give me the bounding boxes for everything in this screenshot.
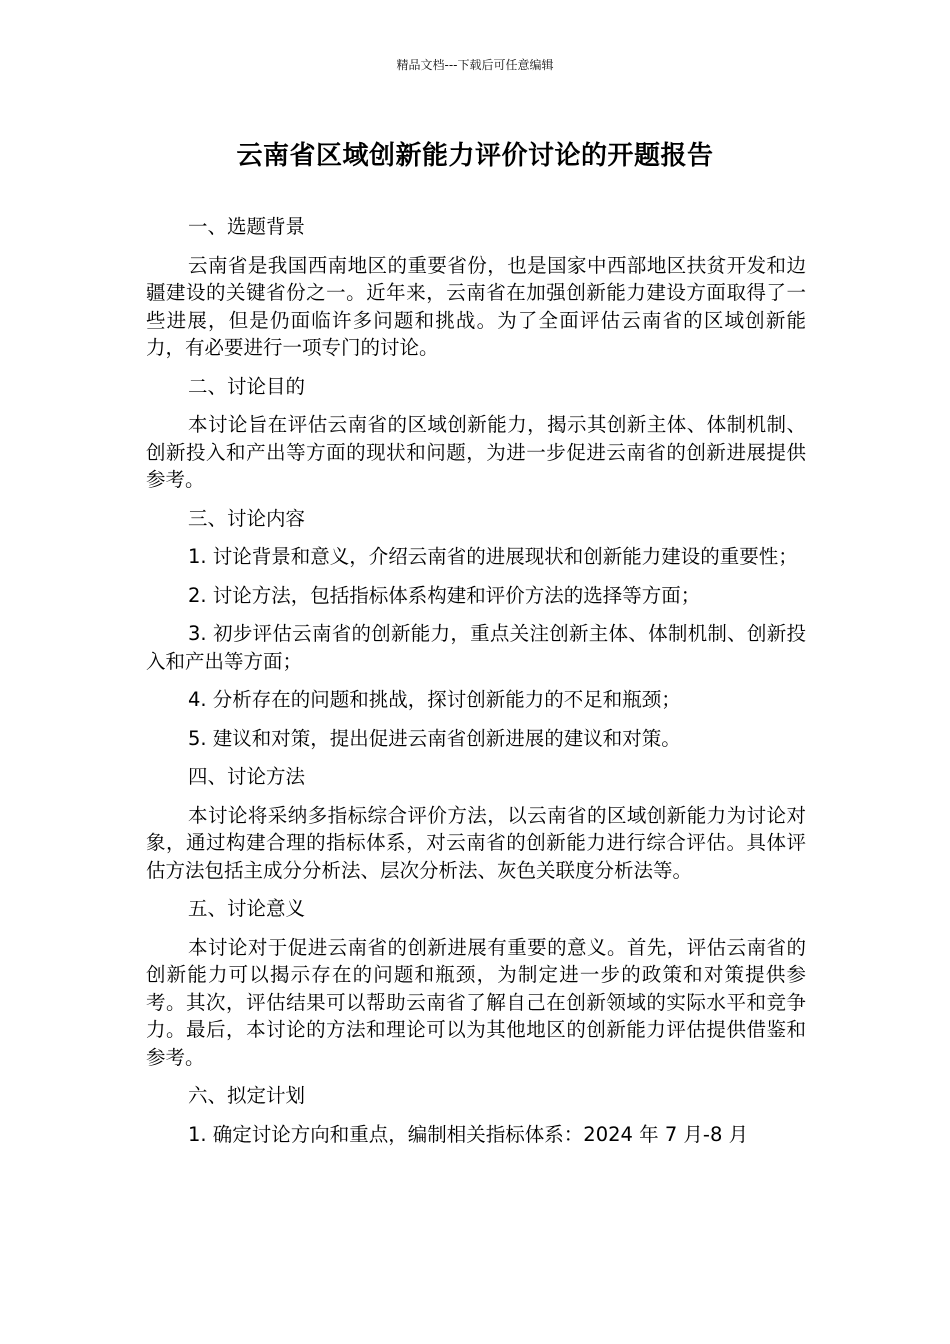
paragraph-significance: 本讨论对于促进云南省的创新进展有重要的意义。首先，评估云南省的创新能力可以揭示存在的问题和瓶颈，为制定进一步的政策和对策提供参考。其次，评估结果可以帮助云南省了解自己在创新领域的实际水平和竞争力。最后，本讨论的方法和理论可以为其他地区的创新能力评估提供借鉴和参考。 [146, 935, 806, 1069]
header-note: 精品文档---下载后可任意编辑 [396, 58, 554, 72]
paragraph-purpose: 本讨论旨在评估云南省的区域创新能力，揭示其创新主体、体制机制、创新投入和产出等方面的现状和问题，为进一步促进云南省的创新进展提供参考。 [146, 413, 806, 491]
section-heading-purpose: 二、讨论目的 [188, 374, 306, 398]
document-title: 云南省区域创新能力评价讨论的开题报告 [236, 141, 714, 171]
list-item-content-5: 5. 建议和对策，提出促进云南省创新进展的建议和对策。 [188, 726, 681, 750]
list-item-content-4: 4. 分析存在的问题和挑战，探讨创新能力的不足和瓶颈； [188, 688, 681, 711]
list-item-plan-1: 1. 确定讨论方向和重点，编制相关指标体系：2024 年 7 月-8 月 [188, 1122, 749, 1146]
section-heading-plan: 六、拟定计划 [188, 1084, 306, 1107]
document-body [146, 213, 806, 1159]
section-heading-significance: 五、讨论意义 [188, 897, 306, 920]
list-item-content-3: 3. 初步评估云南省的创新能力，重点关注创新主体、体制机制、创新投入和产出等方面； [146, 622, 806, 673]
section-heading-method: 四、讨论方法 [188, 765, 306, 788]
section-heading-background: 一、选题背景 [188, 215, 306, 238]
list-item-content-2: 2. 讨论方法，包括指标体系构建和评价方法的选择等方面； [188, 583, 701, 607]
list-item-content-1: 1. 讨论背景和意义，介绍云南省的进展现状和创新能力建设的重要性； [188, 545, 798, 568]
paragraph-background: 云南省是我国西南地区的重要省份，也是国家中西部地区扶贫开发和边疆建设的关键省份之一。近年来，云南省在加强创新能力建设方面取得了一些进展，但是仍面临许多问题和挑战。为了全面评估云南省的区域创新能力，有必要进行一项专门的讨论。 [146, 253, 806, 359]
paragraph-method: 本讨论将采纳多指标综合评价方法，以云南省的区域创新能力为讨论对象，通过构建合理的指标体系，对云南省的创新能力进行综合评估。具体评估方法包括主成分分析法、层次分析法、灰色关联度分析法等。 [146, 803, 806, 882]
section-heading-content: 三、讨论内容 [188, 506, 306, 530]
